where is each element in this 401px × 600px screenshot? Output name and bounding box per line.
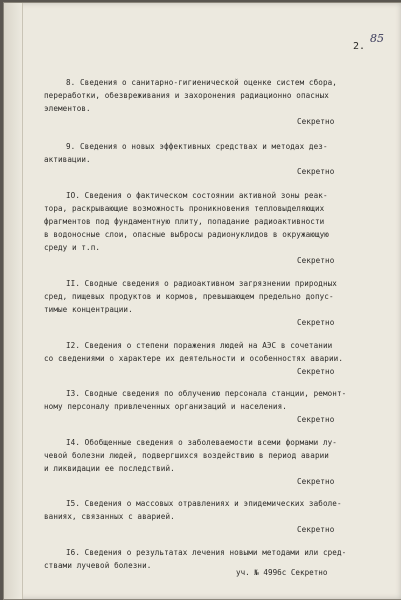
item-10-line-4: в водоносные слои, опасные выбросы радионуклидов в окружающую [44, 230, 329, 239]
item-11-line-1: II. Сводные сведения о радиоактивном загрязнении природных [66, 279, 337, 288]
item-15-classification: Секретно [297, 525, 335, 534]
item-16-line-1: I6. Сведения о результатах лечения новыми методами или сред- [66, 548, 347, 557]
item-14-line-2: чевой болезни людей, подвергшихся воздействию в период аварии [44, 451, 329, 460]
item-9-line-1: 9. Сведения о новых эффективных средствах и методах дез- [66, 142, 328, 151]
item-14-classification: Секретно [297, 477, 335, 486]
item-8-line-2: переработки, обезвреживания и захоронения радиационно опасных [44, 91, 329, 100]
item-14-line-3: и ликвидации ее последствий. [44, 464, 175, 473]
item-12-line-2: со сведениями о характере их деятельности и особенностях аварии. [44, 354, 343, 363]
item-8-classification: Секретно [297, 117, 335, 126]
item-10-line-3: фрагментов под фундаментную плиту, попадание радиоактивности [44, 217, 325, 226]
item-11-line-2: сред, пищевых продуктов и кормов, превышающем предельно допус- [44, 292, 334, 301]
item-15-line-2: ваниях, связанных с аварией. [44, 512, 175, 521]
item-13-line-1: I3. Сводные сведения по облучению персонала станции, ремонт- [66, 389, 347, 398]
item-9-classification: Секретно [297, 167, 335, 176]
item-12-line-1: I2. Сведения о степени поражения людей на АЭС в сочетании [66, 341, 333, 350]
item-13-classification: Секретно [297, 415, 335, 424]
page-number: 2. [353, 41, 366, 52]
archive-page-number: 85 [370, 32, 384, 45]
item-13-line-2: ному персоналу привлеченных организаций и населения. [44, 402, 287, 411]
item-10-line-2: тора, раскрывающие возможность проникновения тепловыделяющих [44, 204, 325, 213]
registration-footer: уч. № 4996с Секретно [236, 568, 328, 577]
item-9-line-2: активации. [44, 155, 91, 164]
item-8-line-1: 8. Сведения о санитарно-гигиенической оценке систем сбора, [66, 78, 337, 87]
item-10-line-1: IO. Сведения о фактическом состоянии активной зоны реак- [66, 191, 328, 200]
item-14-line-1: I4. Обобщенные сведения о заболеваемости всеми формами лу- [66, 438, 337, 447]
item-10-classification: Секретно [297, 256, 335, 265]
item-12-classification: Секретно [297, 367, 335, 376]
item-16-line-2: ствами лучевой болезни. [44, 561, 152, 570]
item-8-line-3: элементов. [44, 104, 91, 113]
item-11-line-3: тимые концентрации. [44, 305, 133, 314]
item-10-line-5: среду и т.п. [44, 243, 101, 252]
document-page [3, 2, 401, 600]
item-15-line-1: I5. Сведения о массовых отравлениях и эпидемических заболе- [66, 499, 342, 508]
binding-gutter [4, 3, 23, 599]
item-11-classification: Секретно [297, 318, 335, 327]
